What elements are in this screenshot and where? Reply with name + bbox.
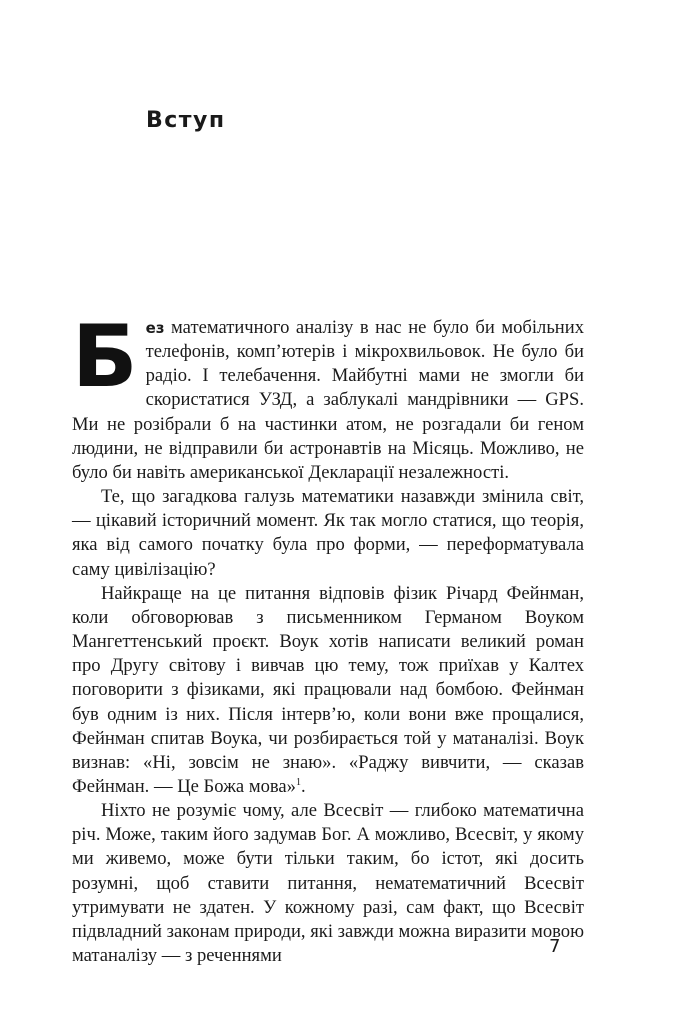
footnote-marker: 1 [295,776,301,788]
lead-in: ез [145,319,165,337]
paragraph-3-text: Найкраще на це питання відповів фізик Річард Фейнман, коли обговорював з письменником Германом Воуком Мангеттенський проєкт. Воук хотів написати великий роман про Другу світову і вивчав цю тему, тож приїхав у Калтех поговорити з фізиками, які працювали над бомбою. Фейнман був одним із них. Після інтерв’ю, коли вони вже прощалися, Фейнман спитав Воука, чи розбирається той у матаналізі. Воук визнав: «Ні, зовсім не знаю». «Раджу вивчити, — сказав Фейнман. — Це Божа мова» [72,582,584,797]
paragraph-4: Ніхто не розуміє чому, але Всесвіт — глибоко математична річ. Може, таким його задумав Бог. А можливо, Всесвіт, у якому ми живемо, може бути тільки таким, бо істот, які досить розумні, щоб ставити питання, нематематичний Всесвіт утримувати не здатен. У кожному разі, сам факт, що Всесвіт підвладний законам природи, які завжди можна виразити мовою матаналізу — з реченнями [72,800,584,967]
chapter-title: Вступ [146,108,226,133]
paragraph-1-text: математичного аналізу в нас не було би мобільних телефонів, комп’ютерів і мікрохвильовок. Не було би радіо. І телебачення. Майбутні мами не змогли би скористатися УЗД, а заблукалі мандрівники — GPS. Ми не розібрали б на частинки атом, не розгадали би геном людини, не відправили би астронавтів на Місяць. Можливо, не було би навіть американської Декларації незалежності. [72,317,584,483]
drop-cap: Б [72,307,138,407]
paragraph-3 [72,582,584,799]
paragraph-3-end: . [300,775,306,797]
paragraph-1 [72,307,584,485]
paragraph-2: Те, що загадкова галузь математики назавжди змінила світ, — цікавий історичний момент. Як так могло статися, що теорія, яка від самого початку була про форми, — переформатувала саму цивілізацію? [72,486,584,580]
body-text [72,307,584,968]
page-number: 7 [549,936,561,957]
